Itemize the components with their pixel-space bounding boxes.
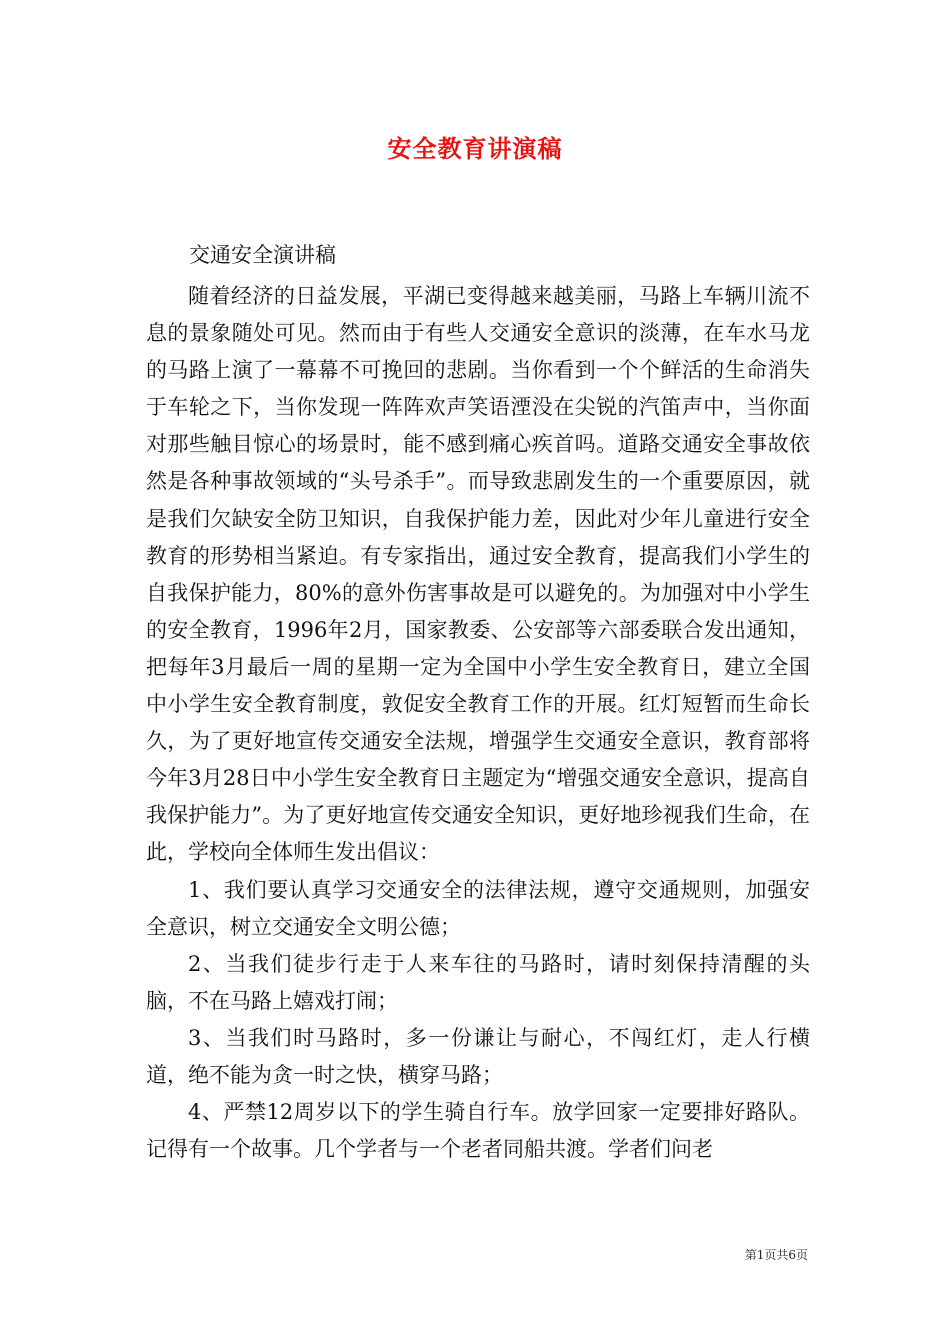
speech-subtitle: 交通安全演讲稿 xyxy=(189,243,336,267)
paragraph-proposal-3: 3、当我们时马路时，多一份谦让与耐心，不闯红灯，走人行横道，绝不能为贪一时之快，横穿马路； xyxy=(146,1025,810,1087)
document-title: 安全教育讲演稿 xyxy=(387,134,563,163)
paragraph-intro: 随着经济的日益发展，平湖已变得越来越美丽，马路上车辆川流不息的景象随处可见。然而由于有些人交通安全意识的淡薄，在车水马龙的马路上演了一幕幕不可挽回的悲剧。当你看到一个个鲜活的生命消失于车轮之下，当你发现一阵阵欢声笑语湮没在尖锐的汽笛声中，当你面对那些触目惊心的场景时，能不感到痛心疾首吗。道路交通安全事故依然是各种事故领域的“头号杀手”。而导致悲剧发生的一个重要原因，就是我们欠缺安全防卫知识，自我保护能力差，因此对少年儿童进行安全教育的形势相当紧迫。有专家指出，通过安全教育，提高我们小学生的自我保护能力，80%的意外伤害事故是可以避免的。为加强对中小学生的安全教育，1996年2月，国家教委、公安部等六部委联合发出通知，把每年3月最后一周的星期一定为全国中小学生安全教育日，建立全国中小学生安全教育制度，敦促安全教育工作的开展。红灯短暂而生命长久，为了更好地宣传交通安全法规，增强学生交通安全意识，教育部将今年3月28日中小学生安全教育日主题定为“增强交通安全意识，提高自我保护能力”。为了更好地宣传交通安全知识，更好地珍视我们生命，在此，学校向全体师生发出倡议： xyxy=(146,284,810,865)
paragraph-proposal-2: 2、当我们徒步行走于人来车往的马路时，请时刻保持清醒的头脑，不在马路上嬉戏打闹； xyxy=(146,951,810,1013)
paragraph-proposal-1: 1、我们要认真学习交通安全的法律法规，遵守交通规则，加强安全意识，树立交通安全文明公德； xyxy=(146,877,810,939)
paragraph-proposal-4: 4、严禁12周岁以下的学生骑自行车。放学回家一定要排好路队。记得有一个故事。几个学者与一个老者同船共渡。学者们问老 xyxy=(146,1100,810,1162)
document-body xyxy=(146,278,810,1168)
page-number: 第1页共6页 xyxy=(744,1248,808,1262)
